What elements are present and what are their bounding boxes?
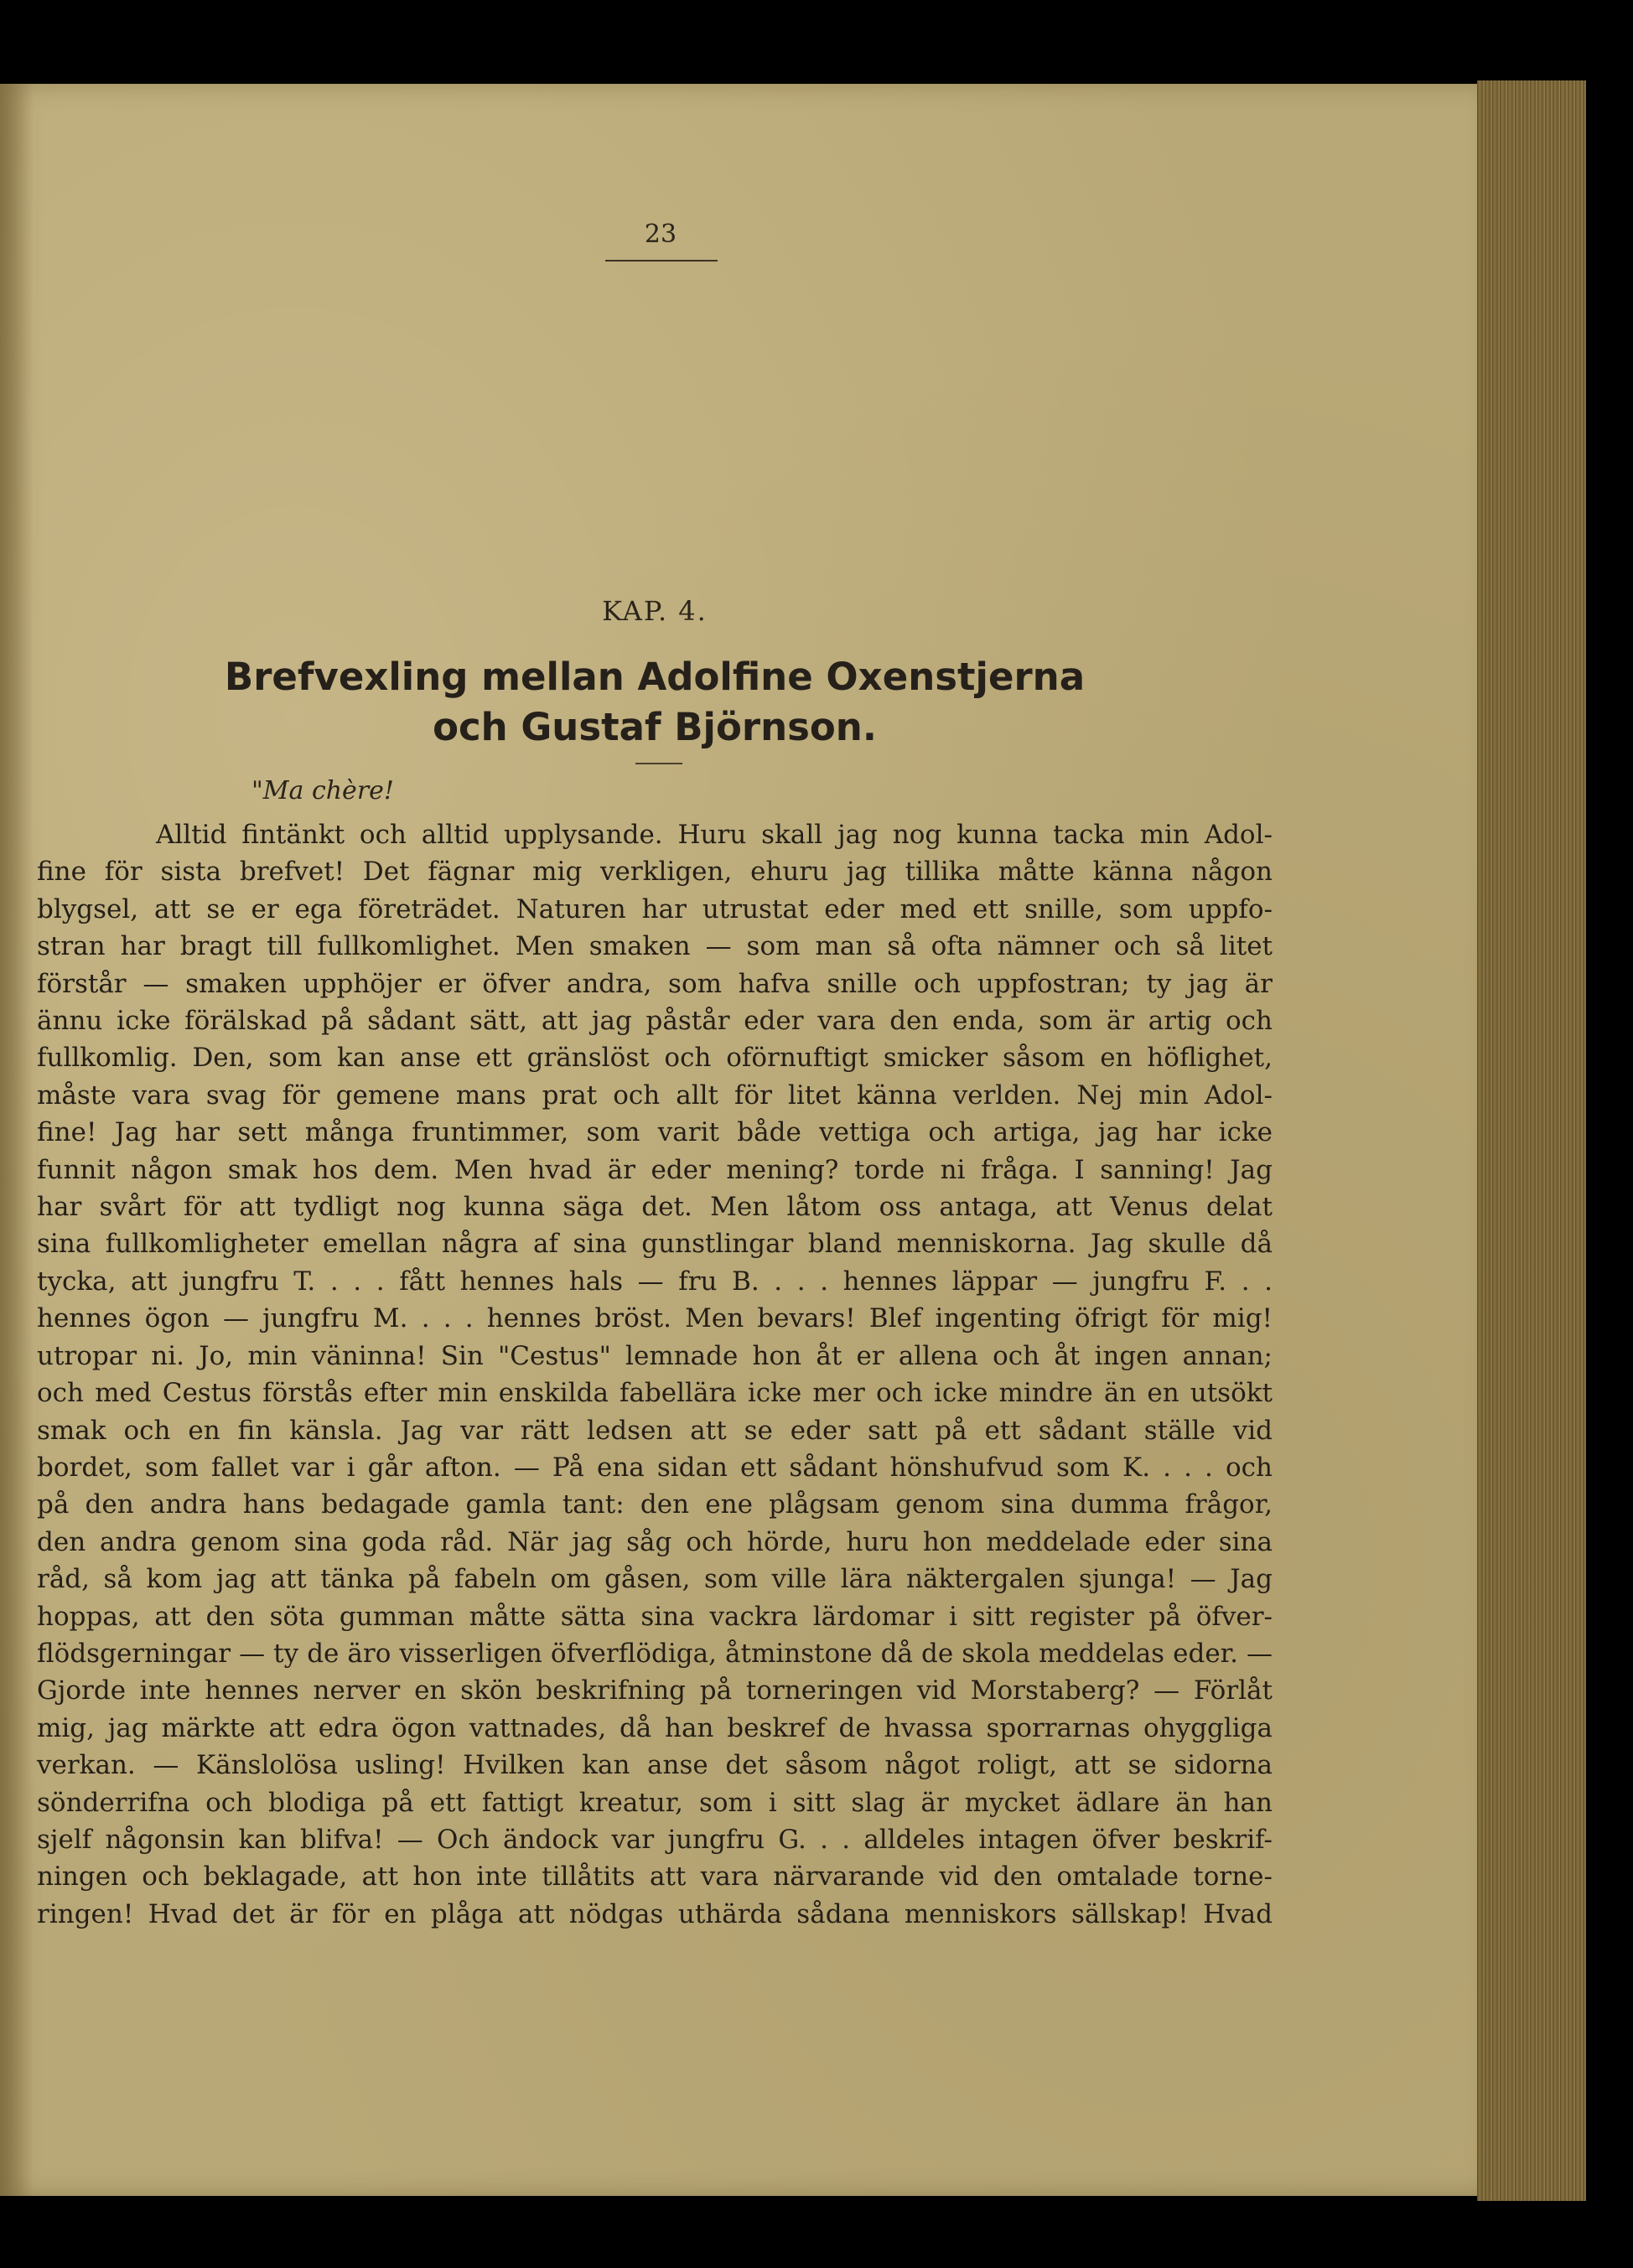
text-line: Gjorde inte hennes nerver en skön beskrifning på torneringen vid Morstaberg? — Förlåt (37, 1675, 1273, 1706)
text-line: funnit någon smak hos dem. Men hvad är eder mening? torde ni fråga. I sanning! Jag (37, 1154, 1273, 1185)
chapter-title-line-2: och Gustaf Björnson. (433, 705, 877, 749)
text-line: och med Cestus förstås efter min enskilda fabellära icke mer och icke mindre än en utsökt (37, 1378, 1273, 1409)
text-line: fullkomlig. Den, som kan anse ett gränslöst och oförnuftigt smicker såsom en höflighet, (37, 1043, 1273, 1074)
chapter-heading: KAP. 4. (602, 595, 708, 627)
text-line: fine! Jag har sett många fruntimmer, som varit både vettiga och artiga, jag har icke (37, 1117, 1273, 1148)
chapter-title (109, 652, 1200, 753)
chapter-title-line-1: Brefvexling mellan Adolfine Oxenstjerna (224, 655, 1086, 699)
text-line: sönderrifna och blodiga på ett fattigt kreatur, som i sitt slag är mycket ädlare än han (37, 1787, 1273, 1818)
text-line: stran har bragt till fullkomlighet. Men smaken — som man så ofta nämner och så litet (37, 931, 1273, 962)
text-line: hennes ögon — jungfru M. . . . hennes bröst. Men bevars! Blef ingenting öfrigt för mig! (37, 1303, 1273, 1334)
text-line: måste vara svag för gemene mans prat och allt för litet känna verlden. Nej min Adol- (37, 1080, 1273, 1111)
text-line: bordet, som fallet var i går afton. — På ena sidan ett sådant hönshufvud som K. . . . och (37, 1452, 1273, 1483)
text-line: den andra genom sina goda råd. När jag såg och hörde, huru hon meddelade eder sina (37, 1526, 1273, 1557)
text-line: smak och en fin känsla. Jag var rätt ledsen att se eder satt på ett sådant ställe vid (37, 1415, 1273, 1446)
text-line: utropar ni. Jo, min väninna! Sin "Cestus" lemnade hon åt er allena och åt ingen annan; (37, 1340, 1273, 1371)
text-line: hoppas, att den söta gumman måtte sätta sina vackra lärdomar i sitt register på öfver- (37, 1601, 1273, 1632)
text-line: tycka, att jungfru T. . . . fått hennes hals — fru B. . . . hennes läppar — jungfru F. . . (37, 1266, 1273, 1297)
page-number: 23 (644, 220, 677, 249)
text-line: mig, jag märkte att edra ögon vattnades, då han beskref de hvassa sporrarnas ohyggliga (37, 1712, 1273, 1743)
text-line: ännu icke förälskad på sådant sätt, att jag påstår eder vara den enda, som är artig och (37, 1006, 1273, 1037)
text-line: förstår — smaken upphöjer er öfver andra, som hafva snille och uppfostran; ty jag är (37, 968, 1273, 999)
letter-body (37, 816, 1273, 1933)
book-page-edges (1477, 80, 1586, 2201)
title-rule (635, 763, 682, 764)
page-binding-shadow (0, 84, 34, 2196)
text-line: på den andra hans bedagade gamla tant: den ene plågsam genom sina dumma frågor, (37, 1489, 1273, 1520)
letter-salutation: "Ma chère! (251, 776, 394, 805)
text-line: blygsel, att se er ega företrädet. Naturen har utrustat eder med ett snille, som uppfo- (37, 893, 1273, 924)
text-line: råd, så kom jag att tänka på fabeln om gåsen, som ville lära näktergalen sjunga! — Jag (37, 1564, 1273, 1595)
text-line: har svårt för att tydligt nog kunna säga det. Men låtom oss antaga, att Venus delat (37, 1192, 1273, 1223)
text-line: ningen och beklagade, att hon inte tillåtits att vara närvarande vid den omtalade torne- (37, 1862, 1273, 1893)
page-number-rule (605, 260, 718, 261)
text-line: Alltid fintänkt och alltid upplysande. Huru skall jag nog kunna tacka min Adol- (156, 820, 1273, 850)
text-line: flödsgerningar — ty de äro visserligen öfverflödiga, åtminstone då de skola meddelas eder. — (37, 1638, 1273, 1669)
text-line: ringen! Hvad det är för en plåga att nödgas uthärda sådana menniskors sällskap! Hvad (37, 1898, 1273, 1929)
text-line: sjelf någonsin kan blifva! — Och ändock var jungfru G. . . alldeles intagen öfver beskrif- (37, 1824, 1273, 1855)
text-line: fine för sista brefvet! Det fägnar mig verkligen, ehuru jag tillika måtte känna någon (37, 857, 1273, 888)
text-line: verkan. — Känslolösa usling! Hvilken kan anse det såsom något roligt, att se sidorna (37, 1750, 1273, 1781)
text-line: sina fullkomligheter emellan några af sina gunstlingar bland menniskorna. Jag skulle då (37, 1229, 1273, 1260)
